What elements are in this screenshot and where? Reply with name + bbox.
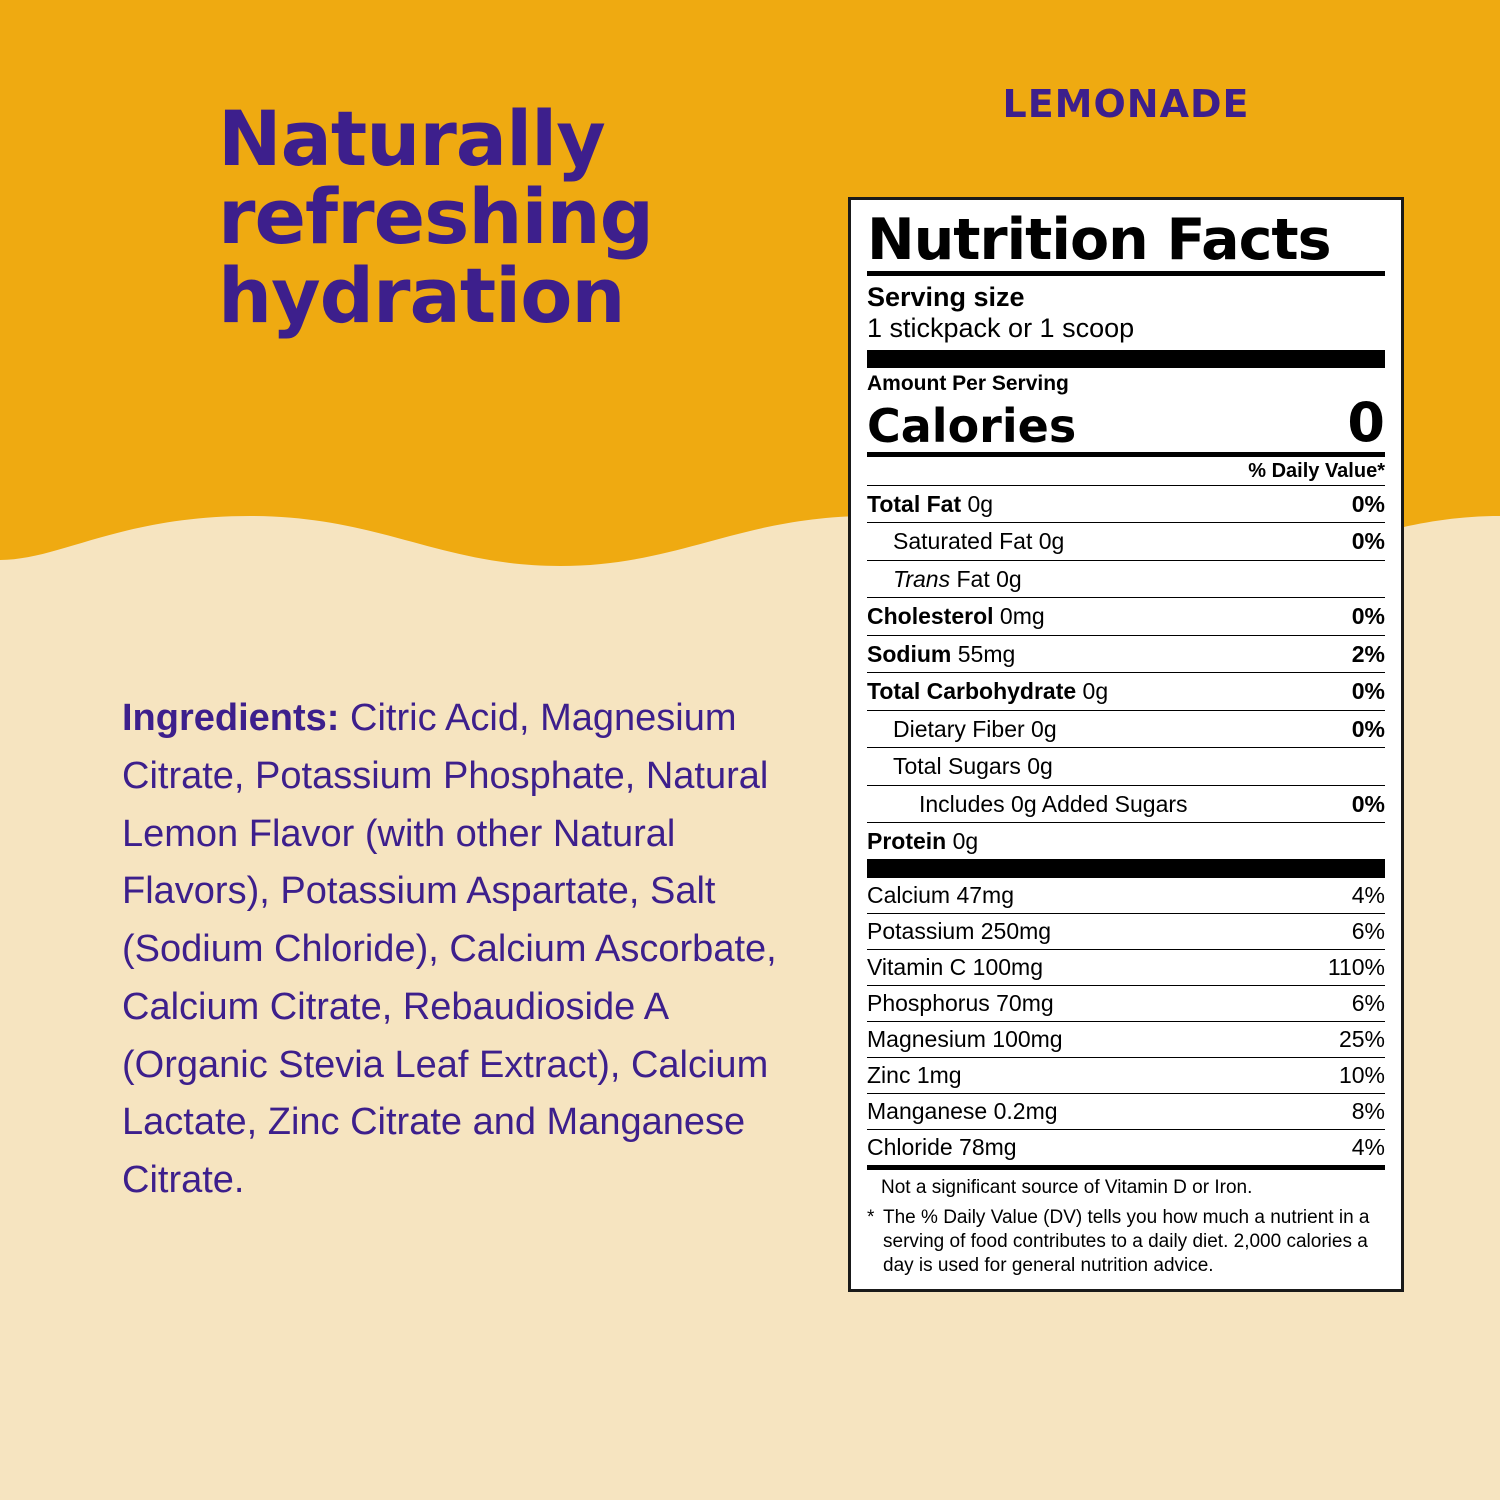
- nutrient-dv: 0%: [1351, 790, 1385, 817]
- table-row: [867, 949, 1385, 985]
- vitamin-name: Zinc 1mg: [867, 1062, 962, 1089]
- divider-thick-top: [867, 350, 1385, 368]
- nutrient-name: [867, 528, 1064, 554]
- vitamin-dv: 4%: [1351, 882, 1385, 909]
- amount-per-serving-label: Amount Per Serving: [867, 372, 1069, 395]
- nutrition-facts-title: Nutrition Facts: [867, 207, 1331, 273]
- nutrient-name-rest: Fat 0g: [956, 565, 1022, 592]
- vitamin-dv: 4%: [1351, 1134, 1385, 1161]
- table-row: [867, 1093, 1385, 1129]
- calories-row: [867, 391, 1385, 454]
- vitamin-dv: 25%: [1338, 1026, 1385, 1053]
- nutrient-name: [867, 641, 1015, 667]
- serving-size-label: Serving size: [867, 282, 1025, 312]
- nutrient-name-bold: Sodium: [867, 640, 952, 667]
- table-row: [867, 522, 1385, 559]
- vitamin-name: Phosphorus 70mg: [867, 990, 1054, 1017]
- nutrient-name: [867, 828, 978, 854]
- ingredients-label: Ingredients:: [122, 697, 340, 739]
- nutrient-dv: 0%: [1351, 678, 1385, 705]
- vitamin-name: Calcium 47mg: [867, 882, 1014, 909]
- ingredients-text: Citric Acid, Magnesium Citrate, Potassium Phosphate, Natural Lemon Flavor (with other Natural Flavors), Potassium Aspartate, Salt (Sodium Chloride), Calcium Ascorbate, Calcium Citrate, Rebaudioside A (Organic Stevia Leaf Extract), Calcium Lactate, Zinc Citrate and Manganese Citrate.: [122, 697, 777, 1201]
- nutrient-dv: 0%: [1351, 528, 1385, 555]
- page-title: Naturally refreshing hydration: [218, 94, 654, 340]
- nutrient-name-bold: Cholesterol: [867, 603, 994, 630]
- vitamin-dv: 6%: [1351, 918, 1385, 945]
- vitamin-dv: 8%: [1351, 1098, 1385, 1125]
- table-row: [867, 635, 1385, 672]
- vitamin-dv: 10%: [1338, 1062, 1385, 1089]
- nutrient-name-bold: Protein: [867, 827, 947, 854]
- vitamin-name: Vitamin C 100mg: [867, 954, 1043, 981]
- nutrient-name: [867, 716, 1057, 742]
- table-row: [867, 913, 1385, 949]
- table-row: [867, 877, 1385, 913]
- table-row: [867, 822, 1385, 859]
- vitamin-name: Manganese 0.2mg: [867, 1098, 1058, 1125]
- nutrient-name-rest: 0mg: [993, 603, 1045, 630]
- nutrient-name-rest: Total Sugars 0g: [893, 753, 1053, 780]
- nutrient-dv: 2%: [1351, 640, 1385, 667]
- nutrient-name-rest: Dietary Fiber 0g: [893, 715, 1057, 742]
- divider-thick-vitamins: [867, 859, 1385, 877]
- nutrient-name: [867, 791, 1188, 817]
- table-row: [867, 560, 1385, 597]
- calories-value: 0: [1347, 391, 1385, 454]
- footnote-not-significant: Not a significant source of Vitamin D or Iron.: [881, 1177, 1253, 1199]
- daily-value-header: % Daily Value*: [1248, 460, 1385, 482]
- table-row: [867, 985, 1385, 1021]
- footnote-daily-value-text: The % Daily Value (DV) tells you how much a nutrient in a serving of food contributes to a daily diet. 2,000 calories a day is used for general nutrition advice.: [883, 1207, 1370, 1276]
- vitamin-dv: 110%: [1327, 954, 1385, 981]
- nutrient-name-rest: 0g: [961, 491, 994, 517]
- footnote-star: *: [867, 1207, 875, 1229]
- table-row: [867, 485, 1385, 522]
- vitamin-name: Magnesium 100mg: [867, 1026, 1063, 1053]
- table-row: [867, 1129, 1385, 1165]
- nutrient-dv: 0%: [1351, 491, 1385, 517]
- calories-label: Calories: [867, 398, 1077, 453]
- footnote-area: [867, 1165, 1385, 1277]
- nutrition-facts-panel: [848, 197, 1404, 1292]
- table-row: [867, 710, 1385, 747]
- vitamin-name: Potassium 250mg: [867, 918, 1052, 945]
- nutrient-name-rest: Includes 0g Added Sugars: [919, 790, 1188, 817]
- vitamin-name: Chloride 78mg: [867, 1134, 1017, 1161]
- nutrient-name-bold: Total Fat: [867, 491, 962, 517]
- ingredients-block: [122, 690, 782, 1210]
- footnote-daily-value: [867, 1206, 1385, 1277]
- nutrient-name-rest: 55mg: [951, 640, 1016, 667]
- serving-size-value: 1 stickpack or 1 scoop: [867, 313, 1135, 343]
- nutrient-dv: 0%: [1351, 603, 1385, 630]
- table-row: [867, 747, 1385, 784]
- nutrient-name-rest: 0g: [1076, 678, 1109, 705]
- table-row: [867, 672, 1385, 709]
- nutrient-name: [867, 603, 1045, 629]
- flavor-label: LEMONADE: [1002, 82, 1250, 126]
- table-row: [867, 1057, 1385, 1093]
- nutrient-name-rest: 0g: [946, 827, 979, 854]
- nutrient-name: [867, 491, 993, 517]
- nutrient-name-rest: Saturated Fat 0g: [893, 528, 1065, 555]
- table-row: [867, 1021, 1385, 1057]
- nutrient-name-bold: Total Carbohydrate: [867, 678, 1077, 705]
- vitamin-dv: 6%: [1351, 990, 1385, 1017]
- nutrient-name: [867, 753, 1053, 779]
- nutrient-name: [867, 678, 1108, 704]
- nutrient-name: [867, 566, 1022, 592]
- nutrient-name-italic: Trans: [893, 565, 951, 592]
- table-row: [867, 597, 1385, 634]
- nutrient-dv: 0%: [1351, 715, 1385, 742]
- table-row: [867, 785, 1385, 822]
